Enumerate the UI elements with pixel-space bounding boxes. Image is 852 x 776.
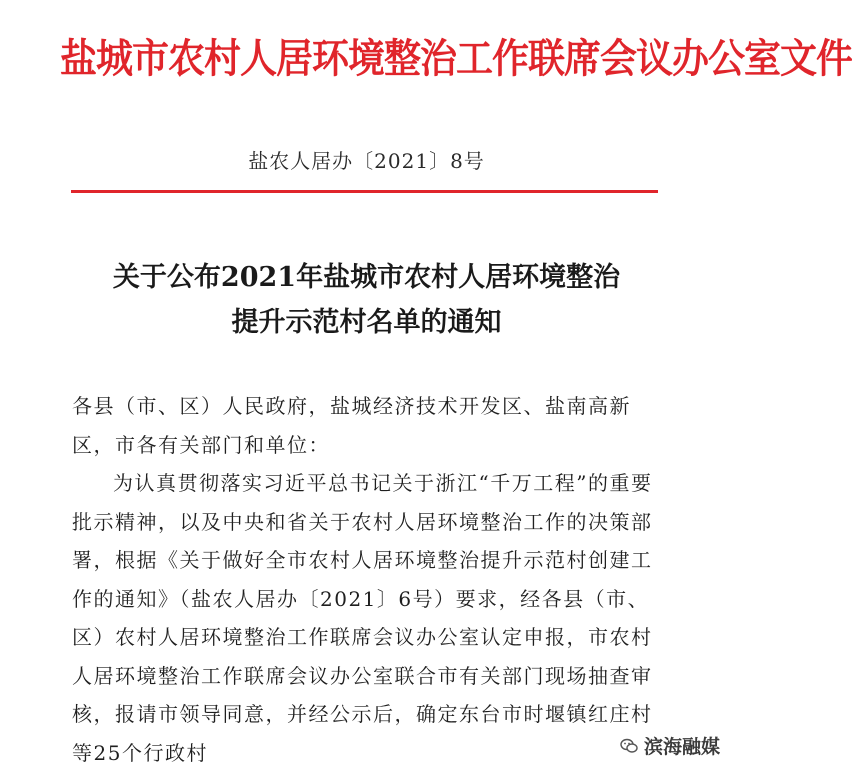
body-paragraph: 为认真贯彻落实习近平总书记关于浙江“千万工程”的重要批示精神，以及中央和省关于农村人居环境整治工作的决策部署，根据《关于做好全市农村人居环境整治提升示范村创建工作的通知》（盐农人居办〔2021〕6号）要求，经各县（市、区）农村人居环境整治工作联席会议办公室认定申报，市农村人居环境整治工作联席会议办公室联合市有关部门现场抽查审核，报请市领导同意，并经公示后，确定东台市时堰镇红庄村等25个行政村 bbox=[72, 471, 653, 765]
document-body bbox=[72, 387, 672, 772]
source-watermark bbox=[616, 730, 724, 761]
title-line-2: 提升示范村名单的通知 bbox=[231, 307, 502, 338]
red-divider-line bbox=[71, 190, 658, 193]
addressee: 各县（市、区）人民政府，盐城经济技术开发区、盐南高新区，市各有关部门和单位： bbox=[72, 394, 631, 457]
title-line-1: 关于公布2021年盐城市农村人居环境整治 bbox=[112, 262, 621, 293]
watermark-label: 滨海融媒 bbox=[644, 736, 721, 758]
document-title bbox=[0, 255, 733, 345]
document-number: 盐农人居办〔2021〕8号 bbox=[248, 149, 485, 173]
wechat-icon bbox=[620, 738, 638, 754]
issuer-header: 盐城市农村人居环境整治工作联席会议办公室文件 bbox=[60, 34, 852, 82]
